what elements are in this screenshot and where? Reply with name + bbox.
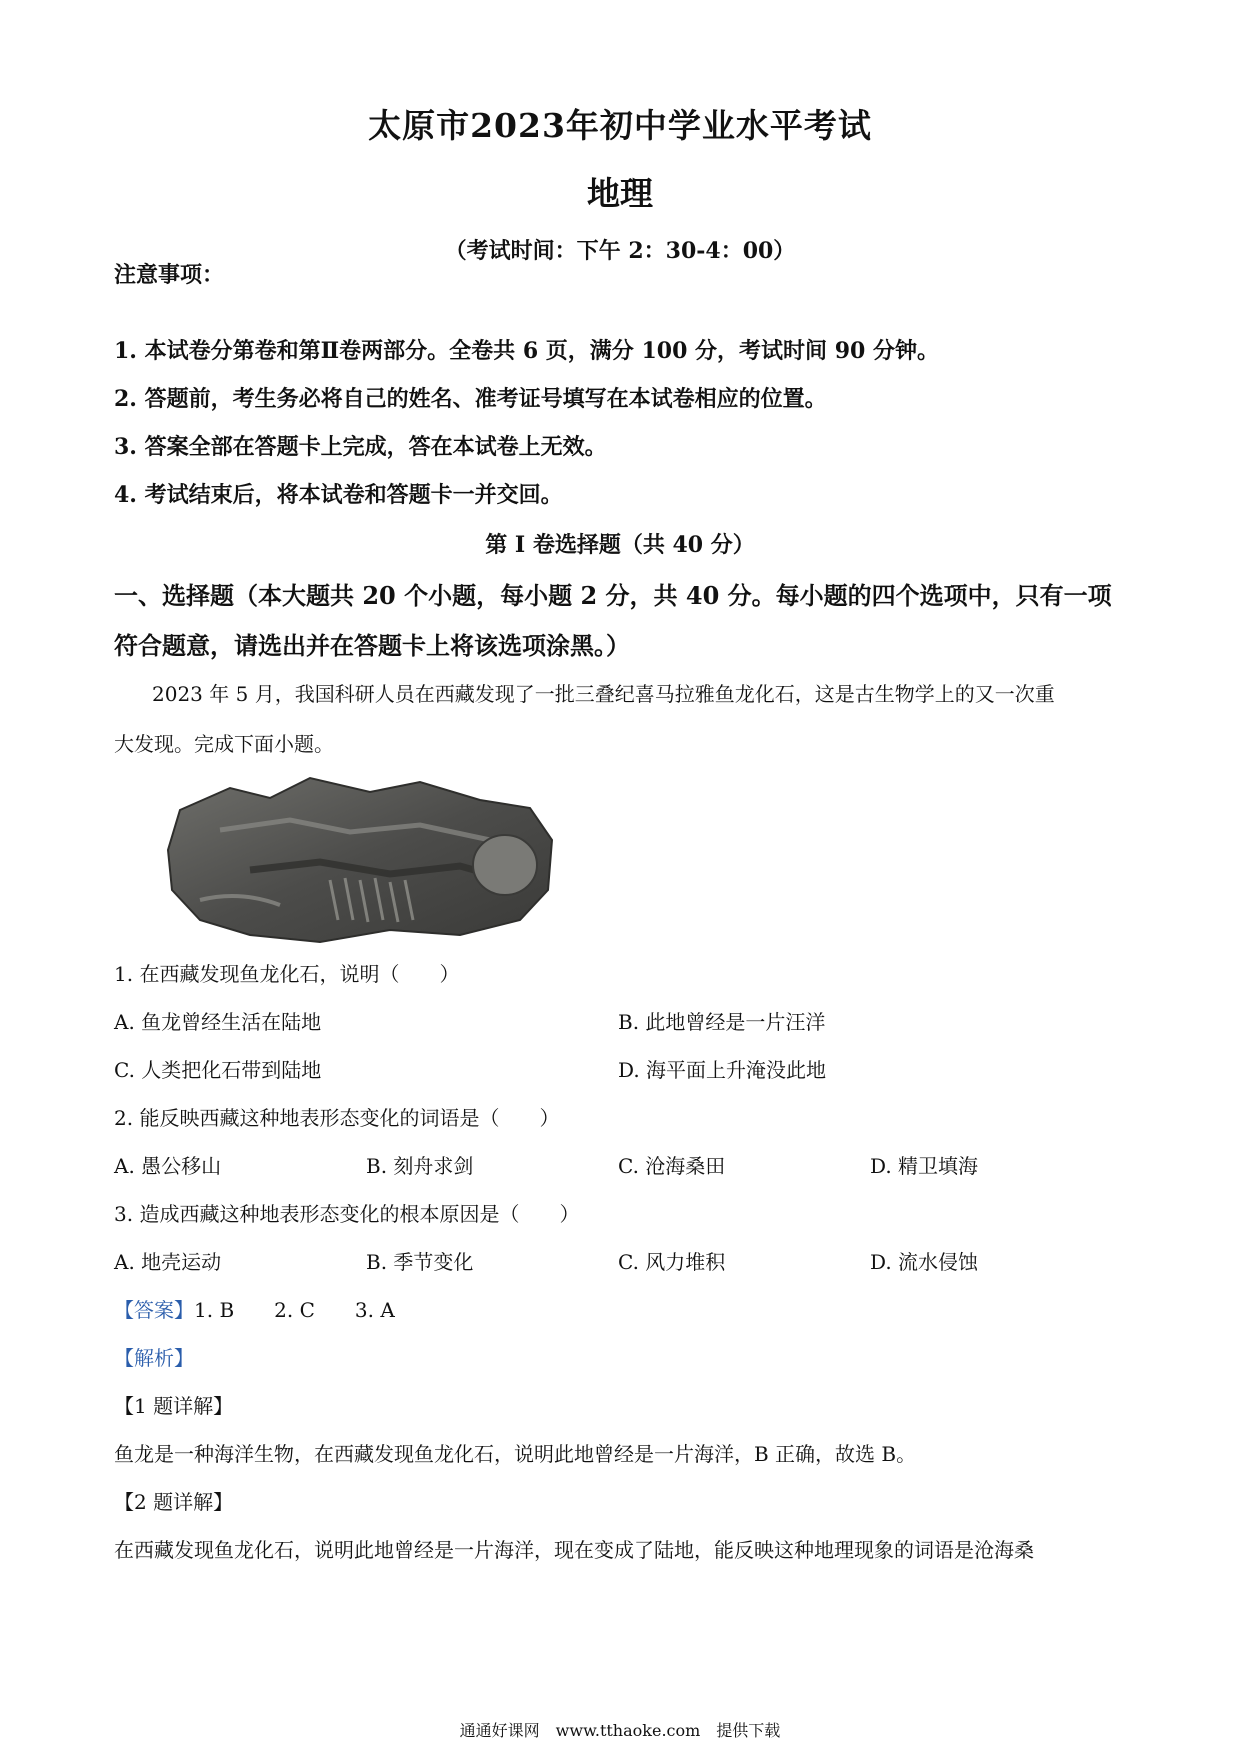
q3-option-a: A. 地壳运动	[114, 1250, 222, 1274]
section-title: 第 I 卷选择题（共 40 分）	[485, 532, 755, 558]
section-instructions-1: 一、选择题（本大题共 20 个小题，每小题 2 分，共 40 分。每小题的四个选项中，只有一项	[114, 581, 1112, 610]
exam-time: （考试时间：下午 2：30-4：00）	[444, 238, 796, 264]
question-3-stem: 3. 造成西藏这种地表形态变化的根本原因是（ ）	[114, 1202, 580, 1226]
q1-option-b: B. 此地曾经是一片汪洋	[618, 1010, 826, 1034]
q3-option-c: C. 风力堆积	[618, 1250, 726, 1274]
notes-heading: 注意事项：	[114, 262, 225, 288]
q2-option-b: B. 刻舟求剑	[366, 1154, 474, 1178]
answer-line	[114, 1294, 395, 1323]
footer-watermark: 通通好课网 www.tthaoke.com 提供下载	[459, 1721, 781, 1740]
q2-analysis-heading: 【2 题详解】	[114, 1490, 234, 1514]
passage-line-1: 2023 年 5 月，我国科研人员在西藏发现了一批三叠纪喜马拉雅鱼龙化石，这是古生物学上的又一次重	[152, 682, 1055, 706]
section-instructions-2: 符合题意，请选出并在答题卡上将该选项涂黑。）	[114, 631, 630, 660]
q1-option-d: D. 海平面上升淹没此地	[618, 1058, 827, 1082]
q3-option-d: D. 流水侵蚀	[870, 1250, 979, 1274]
note-item-3: 3. 答案全部在答题卡上完成，答在本试卷上无效。	[114, 434, 607, 460]
q2-option-a: A. 愚公移山	[114, 1154, 222, 1178]
ichthyosaur-fossil-image	[160, 770, 560, 950]
q1-analysis-heading: 【1 题详解】	[114, 1394, 234, 1418]
note-item-2: 2. 答题前，考生务必将自己的姓名、准考证号填写在本试卷相应的位置。	[114, 386, 827, 412]
analysis-tag: 【解析】	[114, 1346, 194, 1370]
answer-tag: 【答案】	[114, 1298, 194, 1322]
q1-analysis-text: 鱼龙是一种海洋生物，在西藏发现鱼龙化石，说明此地曾经是一片海洋，B 正确，故选 B。	[114, 1442, 917, 1466]
q2-option-c: C. 沧海桑田	[618, 1154, 726, 1178]
passage-line-2: 大发现。完成下面小题。	[114, 732, 334, 756]
subject-title: 地理	[587, 174, 653, 213]
exam-title: 太原市2023年初中学业水平考试	[368, 106, 872, 145]
q1-option-a: A. 鱼龙曾经生活在陆地	[114, 1010, 322, 1034]
note-item-4: 4. 考试结束后，将本试卷和答题卡一并交回。	[114, 482, 563, 508]
q2-analysis-text: 在西藏发现鱼龙化石，说明此地曾经是一片海洋，现在变成了陆地，能反映这种地理现象的词语是沧海桑	[114, 1538, 1034, 1562]
question-2-stem: 2. 能反映西藏这种地表形态变化的词语是（ ）	[114, 1106, 560, 1130]
answer-values: 1. B 2. C 3. A	[194, 1298, 395, 1322]
q2-option-d: D. 精卫填海	[870, 1154, 979, 1178]
question-1-stem: 1. 在西藏发现鱼龙化石，说明（ ）	[114, 962, 460, 986]
q3-option-b: B. 季节变化	[366, 1250, 474, 1274]
note-item-1: 1. 本试卷分第卷和第Ⅱ卷两部分。全卷共 6 页，满分 100 分，考试时间 90 分钟。	[114, 338, 939, 364]
q1-option-c: C. 人类把化石带到陆地	[114, 1058, 322, 1082]
